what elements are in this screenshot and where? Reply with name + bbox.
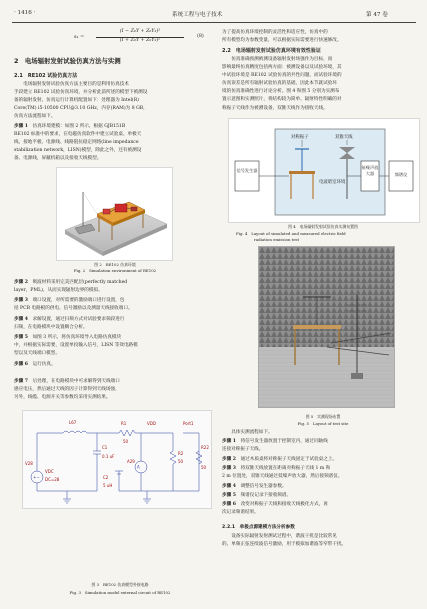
right-intro-paragraph: 为了提高仿真环境控制的灵活性和适应性，仿真中的 所有模型均为参数变量，可以根据实际需要进行快速修改。 bbox=[222, 30, 342, 44]
svg-text:5 uH: 5 uH bbox=[103, 483, 113, 488]
step-5: 步骤 5 如图 3 所示，将仿真环境导入电路仿真模块 中，并根据实际需要，设置单投输入信号，LISN 等效电路模 型以及天线端口模型。 bbox=[14, 335, 138, 357]
step-1: 步骤 1 仿真环境建模：如图 2 所示，根据 GJB151B RE102 标准中的要求，在电磁仿真软件中建立试验桌、单极天 线、接地平板、电源线、线路阻抗稳定网络(line impedance stabilization network，LISN)模型，除此之外，还有被测设 备、电源线，屏蔽机箱以及接收天线模型。 bbox=[14, 124, 142, 162]
subsection-heading-2-1: 2.1 RE102 试验仿真方法 bbox=[14, 73, 78, 79]
figure-5-test-site-photo bbox=[258, 246, 395, 408]
figure-4-caption-en-2: radiation emission test bbox=[254, 237, 300, 242]
right-step-1: 步骤 1 将信号发生器放置于控制室内，通过同轴线 连接对称振子天线。 bbox=[222, 439, 328, 453]
svg-text:Port1: Port1 bbox=[183, 421, 194, 426]
figure-3-circuit-schematic bbox=[22, 410, 212, 509]
step-4: 步骤 4 求解设置，通过扫频方式对试验要求频段进行 扫频，在电路模块中设置耦合分析。 bbox=[14, 317, 125, 331]
svg-text:V28: V28 bbox=[25, 461, 33, 466]
svg-text:电波暗室环境: 电波暗室环境 bbox=[319, 180, 346, 185]
svg-text:A: A bbox=[137, 464, 140, 470]
equation-lhs: s₁ = bbox=[74, 34, 85, 40]
procedure-intro: 具体实测流程如下。 bbox=[222, 430, 273, 435]
figure-5-caption-cn: 图 5 实测现场布置 bbox=[305, 414, 341, 419]
figure-2-simulation-environment bbox=[56, 167, 173, 261]
volume-label: 第 47 卷 bbox=[366, 12, 388, 18]
svg-text:50: 50 bbox=[178, 459, 184, 464]
figure-2-caption-cn: 图 2 RE102 仿真环境 bbox=[94, 262, 136, 267]
intro-paragraph: 电场辐射发射试验仿真方法主要目的是利用仿真技术 手段建立 RE102 试验仿真环境，并分析此前所述的模型下被测设 备的辐射发射。仿真运行计算机配置如下：处理器为 Intel(R) Core(TM) i5-10500 CPU@3.10 GHz，内存(RAM)为 8 GB， 仿真方法流程如下。 bbox=[14, 82, 148, 120]
right-step-4: 步骤 4 调整信号发生器参数。 bbox=[222, 484, 287, 489]
figure-4-caption-en-1: Fig. 4 Layout of simulated and measured electric field bbox=[236, 231, 346, 236]
svg-text:DC=28: DC=28 bbox=[45, 477, 60, 482]
figure-5-caption-en: Fig. 5 Layout of test site bbox=[297, 421, 349, 426]
validation-paragraph: 仿真准确预测被测设备辐射发射场强作为目标，而 影响最终仿真精度包括两方面：被测设备以及试验环境，其 中试验环境是 RE102 试验仿真的共性问题，而试验环境的 仿真误差是所有辐射试验仿真的基础，因此本节就试验环 境的仿真准确性进行讨论分析。图 4 和图 5 分别为实测布 置示意图和实测照片，将结构较为简单、辐射特性明确的对 称振子天线作为被测设备，双锥天线作为接收天线。 bbox=[222, 57, 342, 111]
harmonic-paragraph: 设备实际辐射发射测试过程中，谐波干扰是比较常见 的。单频正弦连续波信号激励，用于模拟加谐波等窄带干扰。 bbox=[222, 534, 347, 548]
step-6: 步骤 6 运行仿真。 bbox=[14, 362, 56, 367]
step-7: 步骤 7 后处理，在电路模块中可求解得到天线端口 感应电压，然后通过天线的因子计算得到天线场强， 另外，线缆、电源开关等参数均采用实测结果。 bbox=[14, 379, 120, 401]
figure-2-caption-en: Fig. 2 Simulation environment of RE102 bbox=[73, 268, 157, 273]
svg-text:对称振子: 对称振子 bbox=[291, 135, 309, 140]
equation-denominator: (I + Z₀Y + Z₀Y₂)² bbox=[119, 38, 161, 43]
equation-number: (8) bbox=[197, 34, 204, 39]
svg-text:VDD: VDD bbox=[147, 421, 156, 426]
step-2: 步骤 2 吸波材料采用完美匹配层(perfectly matched layer，PML)，从而实现辐射边界的模拟。 bbox=[14, 280, 128, 294]
section-heading: 2 电场辐射发射试验仿真方法与实测 bbox=[14, 57, 121, 65]
svg-text:VDC: VDC bbox=[45, 469, 54, 474]
svg-text:R1: R1 bbox=[121, 421, 127, 426]
right-step-6: 步骤 6 改变对称振子天线和接收天线极化方式，再 次记录频谱结果。 bbox=[222, 502, 328, 516]
svg-text:0.1 uF: 0.1 uF bbox=[102, 454, 115, 459]
subsection-heading-2-2-1: 2.2.1 单极点源建模方法分析参数 bbox=[222, 525, 295, 530]
svg-text:C2: C2 bbox=[103, 475, 109, 480]
svg-text:C1: C1 bbox=[102, 445, 108, 450]
svg-text:R2: R2 bbox=[178, 451, 184, 456]
figure-4-layout-diagram: 对称振子 双锥天线 电波暗室环境 信号发生器 低噪声放大器 频谱仪 bbox=[228, 118, 420, 223]
svg-text:A29: A29 bbox=[127, 459, 135, 464]
svg-text:50: 50 bbox=[201, 465, 207, 470]
svg-text:R22: R22 bbox=[201, 445, 209, 450]
figure-3-caption-en: Fig. 3 Simulation model external circuit of RE102 bbox=[69, 590, 171, 595]
page-number: · 1416 · bbox=[14, 10, 36, 16]
right-step-2: 步骤 2 通过木质桌将对称振子天线固定于试验桌之上。 bbox=[222, 457, 338, 462]
right-step-5: 步骤 5 频谱仪记录下接收频谱。 bbox=[222, 493, 292, 498]
journal-title: 系统工程与电子技术 bbox=[172, 12, 223, 18]
svg-text:+−: +− bbox=[33, 474, 40, 480]
step-3: 步骤 3 端口设置，对所需要的激励端口进行设置，包 括 PCB 电路板的供电、信号激励以及测量天线接收端口。 bbox=[14, 298, 133, 312]
header-rule bbox=[12, 22, 416, 23]
equation-numerator: (I − Z₀Y + Z₀Y₂)² bbox=[119, 29, 161, 34]
figure-4-caption-cn: 图 4 电场辐射发射试验仿真实测布置图 bbox=[288, 224, 358, 229]
svg-text:50: 50 bbox=[123, 439, 129, 444]
right-step-3: 步骤 3 将双锥天线放置在距离对称振子天线 1 m 和 2 m 位置处，双锥天线通过低噪声放大器，然后接频谱仪。 bbox=[222, 466, 343, 480]
subsection-heading-2-2: 2.2 电场辐射发射试验仿真环境有效性验证 bbox=[222, 48, 321, 54]
figure-3-caption-cn: 图 3 RE102 仿真模型外接电路 bbox=[91, 582, 149, 587]
svg-text:L67: L67 bbox=[69, 420, 77, 425]
svg-text:双锥天线: 双锥天线 bbox=[335, 135, 353, 140]
